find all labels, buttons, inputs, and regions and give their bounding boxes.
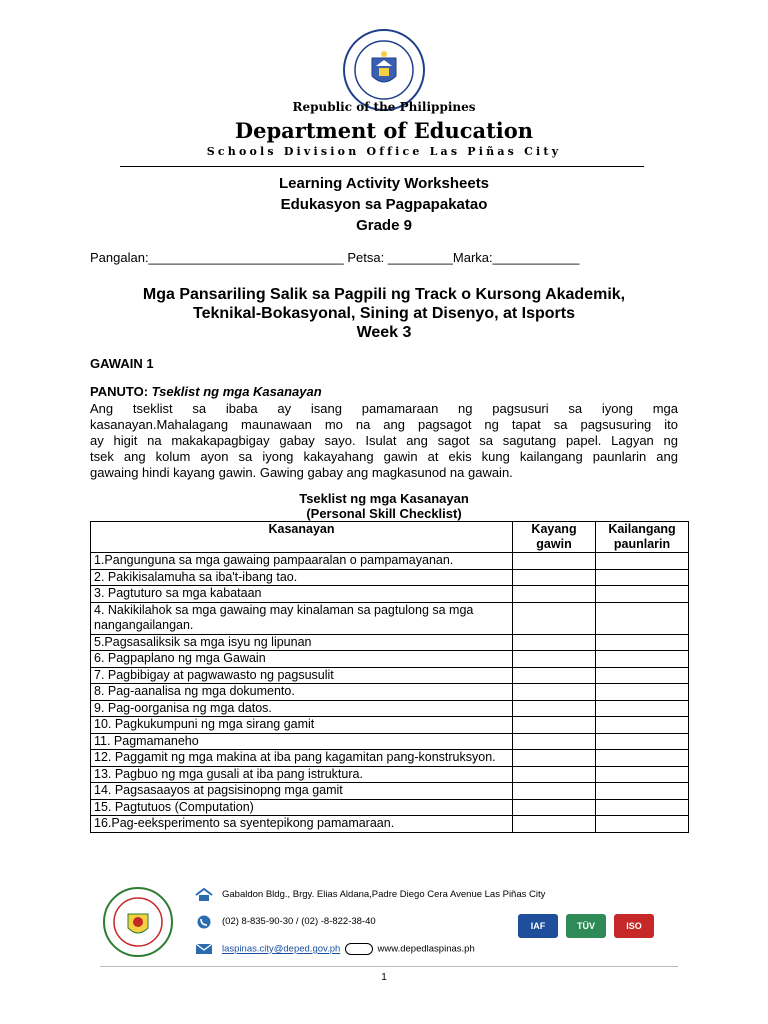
skill-cell: 7. Pagbibigay at pagwawasto ng pagsusulit [91, 667, 513, 684]
tuv-badge: TÜV [566, 914, 606, 938]
can-do-cell[interactable] [513, 602, 596, 634]
column-header-can-do: Kayang gawin [513, 522, 596, 553]
instruction-line: kasanayan.Mahalagang maunawaan mo na ang pagsagot ng tapat sa pagsusuring ito [90, 417, 678, 432]
needs-improvement-cell[interactable] [596, 750, 689, 767]
table-row [91, 634, 689, 651]
can-do-cell[interactable] [513, 750, 596, 767]
footer-email-link[interactable]: laspinas.city@deped.gov.ph [222, 943, 341, 955]
panuto-label: PANUTO: [90, 384, 149, 399]
can-do-cell[interactable] [513, 717, 596, 734]
table-row [91, 750, 689, 767]
table-row [91, 783, 689, 800]
skill-cell: 15. Pagtutuos (Computation) [91, 799, 513, 816]
can-do-cell[interactable] [513, 569, 596, 586]
table-row [91, 733, 689, 750]
needs-improvement-cell[interactable] [596, 783, 689, 800]
table-row [91, 700, 689, 717]
needs-improvement-cell[interactable] [596, 684, 689, 701]
needs-improvement-cell[interactable] [596, 700, 689, 717]
needs-improvement-cell[interactable] [596, 816, 689, 833]
department-heading: Department of Education [234, 118, 534, 143]
grade-title: Grade 9 [356, 217, 412, 234]
skill-cell: 6. Pagpaplano ng mga Gawain [91, 651, 513, 668]
can-do-cell[interactable] [513, 651, 596, 668]
can-do-cell[interactable] [513, 553, 596, 570]
skill-cell: 2. Pakikisalamuha sa iba't-ibang tao. [91, 569, 513, 586]
name-date-score-line: Pangalan:___________________________ Petsa: _________Marka:____________ [90, 250, 580, 265]
instruction-line: Ang tseklist sa ibaba ay isang pamamaraan ng pagsusuri sa iyong mga [90, 401, 678, 416]
web-icon [345, 943, 373, 955]
table-title [0, 491, 768, 521]
table-row [91, 553, 689, 570]
table-row [91, 717, 689, 734]
iso-badge: ISO [614, 914, 654, 938]
needs-improvement-cell[interactable] [596, 667, 689, 684]
skill-cell: 1.Pangunguna sa mga gawaing pampaaralan o pampamayanan. [91, 553, 513, 570]
table-row [91, 651, 689, 668]
table-subtitle: (Personal Skill Checklist) [306, 506, 462, 521]
week-label: Week 3 [356, 324, 412, 341]
skill-cell: 11. Pagmamaneho [91, 733, 513, 750]
skill-cell: 5.Pagsasaliksik sa mga isyu ng lipunan [91, 634, 513, 651]
skill-cell: 3. Pagtuturo sa mga kabataan [91, 586, 513, 603]
instruction-line: gawaing hindi kayang gawin. Gawing gabay ang magkasunod na gawain. [90, 465, 513, 480]
activity-label: GAWAIN 1 [90, 356, 154, 371]
can-do-cell[interactable] [513, 733, 596, 750]
column-header-skill: Kasanayan [91, 522, 513, 553]
subject-title: Edukasyon sa Pagpapakatao [280, 196, 488, 213]
table-row [91, 766, 689, 783]
needs-improvement-cell[interactable] [596, 733, 689, 750]
topic-line: Teknikal-Bokasyonal, Sining at Disenyo, at Isports [192, 305, 576, 322]
needs-improvement-cell[interactable] [596, 799, 689, 816]
table-row [91, 602, 689, 634]
home-icon [195, 888, 213, 902]
can-do-cell[interactable] [513, 783, 596, 800]
header-divider [120, 166, 644, 167]
skill-cell: 9. Pag-oorganisa ng mga datos. [91, 700, 513, 717]
footer-address: Gabaldon Bldg., Brgy. Elias Aldana,Padre Diego Cera Avenue Las Piñas City [222, 889, 546, 900]
instructions-text [90, 401, 678, 481]
footer-website-link[interactable]: www.depedlaspinas.ph [377, 943, 475, 955]
can-do-cell[interactable] [513, 634, 596, 651]
table-row [91, 684, 689, 701]
skill-cell: 13. Pagbuo ng mga gusali at iba pang istruktura. [91, 766, 513, 783]
table-row [91, 799, 689, 816]
footer-phone: (02) 8-835-90-30 / (02) -8-822-38-40 [222, 916, 376, 927]
can-do-cell[interactable] [513, 667, 596, 684]
needs-improvement-cell[interactable] [596, 634, 689, 651]
email-icon [195, 942, 213, 956]
division-heading: Schools Division Office Las Piñas City [206, 145, 562, 158]
skill-cell: 14. Pagsasaayos at pagsisinopng mga gamit [91, 783, 513, 800]
skill-checklist-table [90, 521, 689, 833]
can-do-cell[interactable] [513, 799, 596, 816]
worksheet-title: Learning Activity Worksheets [278, 175, 490, 192]
can-do-cell[interactable] [513, 586, 596, 603]
division-seal-logo [102, 886, 174, 958]
table-title-main: Tseklist ng mga Kasanayan [299, 491, 469, 506]
skill-cell: 10. Pagkukumpuni ng mga sirang gamit [91, 717, 513, 734]
skill-cell: 8. Pag-aanalisa ng mga dokumento. [91, 684, 513, 701]
footer-divider [100, 966, 678, 967]
needs-improvement-cell[interactable] [596, 553, 689, 570]
instruction-line: tsek ang kolum ayon sa iyong kakayahang gawin at ekis kung kailangang paunlarin ang [90, 449, 678, 464]
topic-line: Mga Pansariling Salik sa Pagpili ng Track o Kursong Akademik, [142, 286, 626, 303]
skill-cell: 4. Nakikilahok sa mga gawaing may kinalaman sa pagtulong sa mga nangangailangan. [91, 602, 513, 634]
column-header-needs-improvement: Kailangang paunlarin [596, 522, 689, 553]
republic-heading: Republic of the Philippines [292, 100, 476, 114]
can-do-cell[interactable] [513, 700, 596, 717]
panuto-title: Tseklist ng mga Kasanayan [151, 384, 322, 399]
skill-cell: 16.Pag-eeksperimento sa syentepikong pamamaraan. [91, 816, 513, 833]
page-number: 1 [381, 972, 387, 983]
can-do-cell[interactable] [513, 816, 596, 833]
needs-improvement-cell[interactable] [596, 586, 689, 603]
table-header-row [91, 522, 689, 553]
instruction-line: ay higit na makakapagbigay gabay sayo. Isulat ang sagot sa sagutang papel. Lagyan ng [90, 433, 678, 448]
instructions-heading [90, 384, 322, 399]
needs-improvement-cell[interactable] [596, 569, 689, 586]
phone-icon [195, 915, 213, 929]
table-row [91, 586, 689, 603]
topic-title [0, 285, 768, 342]
table-row [91, 816, 689, 833]
needs-improvement-cell[interactable] [596, 651, 689, 668]
needs-improvement-cell[interactable] [596, 602, 689, 634]
footer [100, 884, 678, 966]
can-do-cell[interactable] [513, 766, 596, 783]
table-row [91, 569, 689, 586]
needs-improvement-cell[interactable] [596, 766, 689, 783]
table-row [91, 667, 689, 684]
needs-improvement-cell[interactable] [596, 717, 689, 734]
can-do-cell[interactable] [513, 684, 596, 701]
footer-contact [222, 943, 475, 955]
skill-cell: 12. Paggamit ng mga makina at iba pang kagamitan pang-konstruksyon. [91, 750, 513, 767]
iaf-badge: IAF [518, 914, 558, 938]
